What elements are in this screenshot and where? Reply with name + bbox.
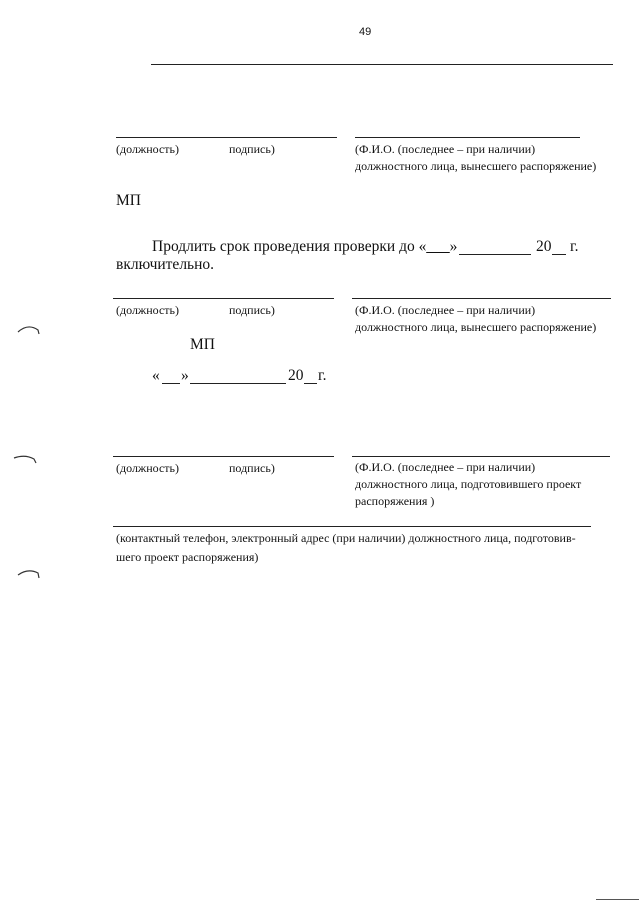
- extend-day-gap: ___: [426, 238, 450, 255]
- margin-mark-1: [16, 320, 42, 336]
- date-year-gap: [304, 383, 317, 384]
- signature-line-3-right: [352, 456, 610, 457]
- date-year: 20: [288, 367, 304, 384]
- fio-label-1-line1: (Ф.И.О. (последнее – при наличии): [355, 142, 536, 156]
- date-close-quote: »: [181, 367, 189, 384]
- signature-line-2-left: [113, 298, 334, 299]
- fio-label-2-line1: (Ф.И.О. (последнее – при наличии): [355, 303, 536, 317]
- signature-label-3: подпись): [229, 461, 275, 475]
- extend-sentence: [152, 238, 457, 256]
- extend-year-gap: [552, 254, 566, 255]
- top-rule: [151, 64, 613, 65]
- stamp-place-1: МП: [116, 192, 141, 209]
- signature-line-2-right: [352, 298, 611, 299]
- extend-year-suffix: г.: [570, 238, 579, 255]
- fio-label-2-line2: должностного лица, вынесшего распоряжение): [355, 320, 597, 334]
- date-open-quote: «: [152, 367, 160, 384]
- date-day-line: [162, 383, 180, 384]
- position-label-1: (должность): [116, 142, 179, 156]
- margin-mark-2: [12, 450, 38, 466]
- extend-line2: включительно.: [116, 256, 215, 273]
- signature-line-1-right: [355, 137, 580, 138]
- signature-label-2: подпись): [229, 303, 275, 317]
- fio-label-3-line2: должностного лица, подготовившего проект: [355, 477, 582, 491]
- extend-year: 20: [536, 238, 552, 255]
- contact-label-line2: шего проект распоряжения): [116, 550, 259, 564]
- contact-label-line1: (контактный телефон, электронный адрес (при наличии) должностного лица, подготовив-: [116, 531, 576, 545]
- extend-start: Продлить срок проведения проверки до «: [152, 238, 427, 255]
- margin-mark-3: [16, 565, 42, 581]
- position-label-2: (должность): [116, 303, 179, 317]
- contact-line: [113, 526, 591, 527]
- date-year-suffix: г.: [318, 367, 327, 384]
- signature-line-3-left: [113, 456, 334, 457]
- stamp-place-2: МП: [190, 336, 215, 353]
- extend-month-line: [459, 254, 531, 255]
- fio-label-3-line3: распоряжения ): [355, 494, 435, 508]
- signature-line-1-left: [116, 137, 337, 138]
- fio-label-3-line1: (Ф.И.О. (последнее – при наличии): [355, 460, 536, 474]
- date-month-line: [190, 383, 286, 384]
- signature-label-1: подпись): [229, 142, 275, 156]
- extend-mid: »: [449, 238, 458, 255]
- page-number: 49: [359, 26, 372, 38]
- position-label-3: (должность): [116, 461, 179, 475]
- fio-label-1-line2: должностного лица, вынесшего распоряжение): [355, 159, 597, 173]
- page-edge-mark: [596, 899, 639, 900]
